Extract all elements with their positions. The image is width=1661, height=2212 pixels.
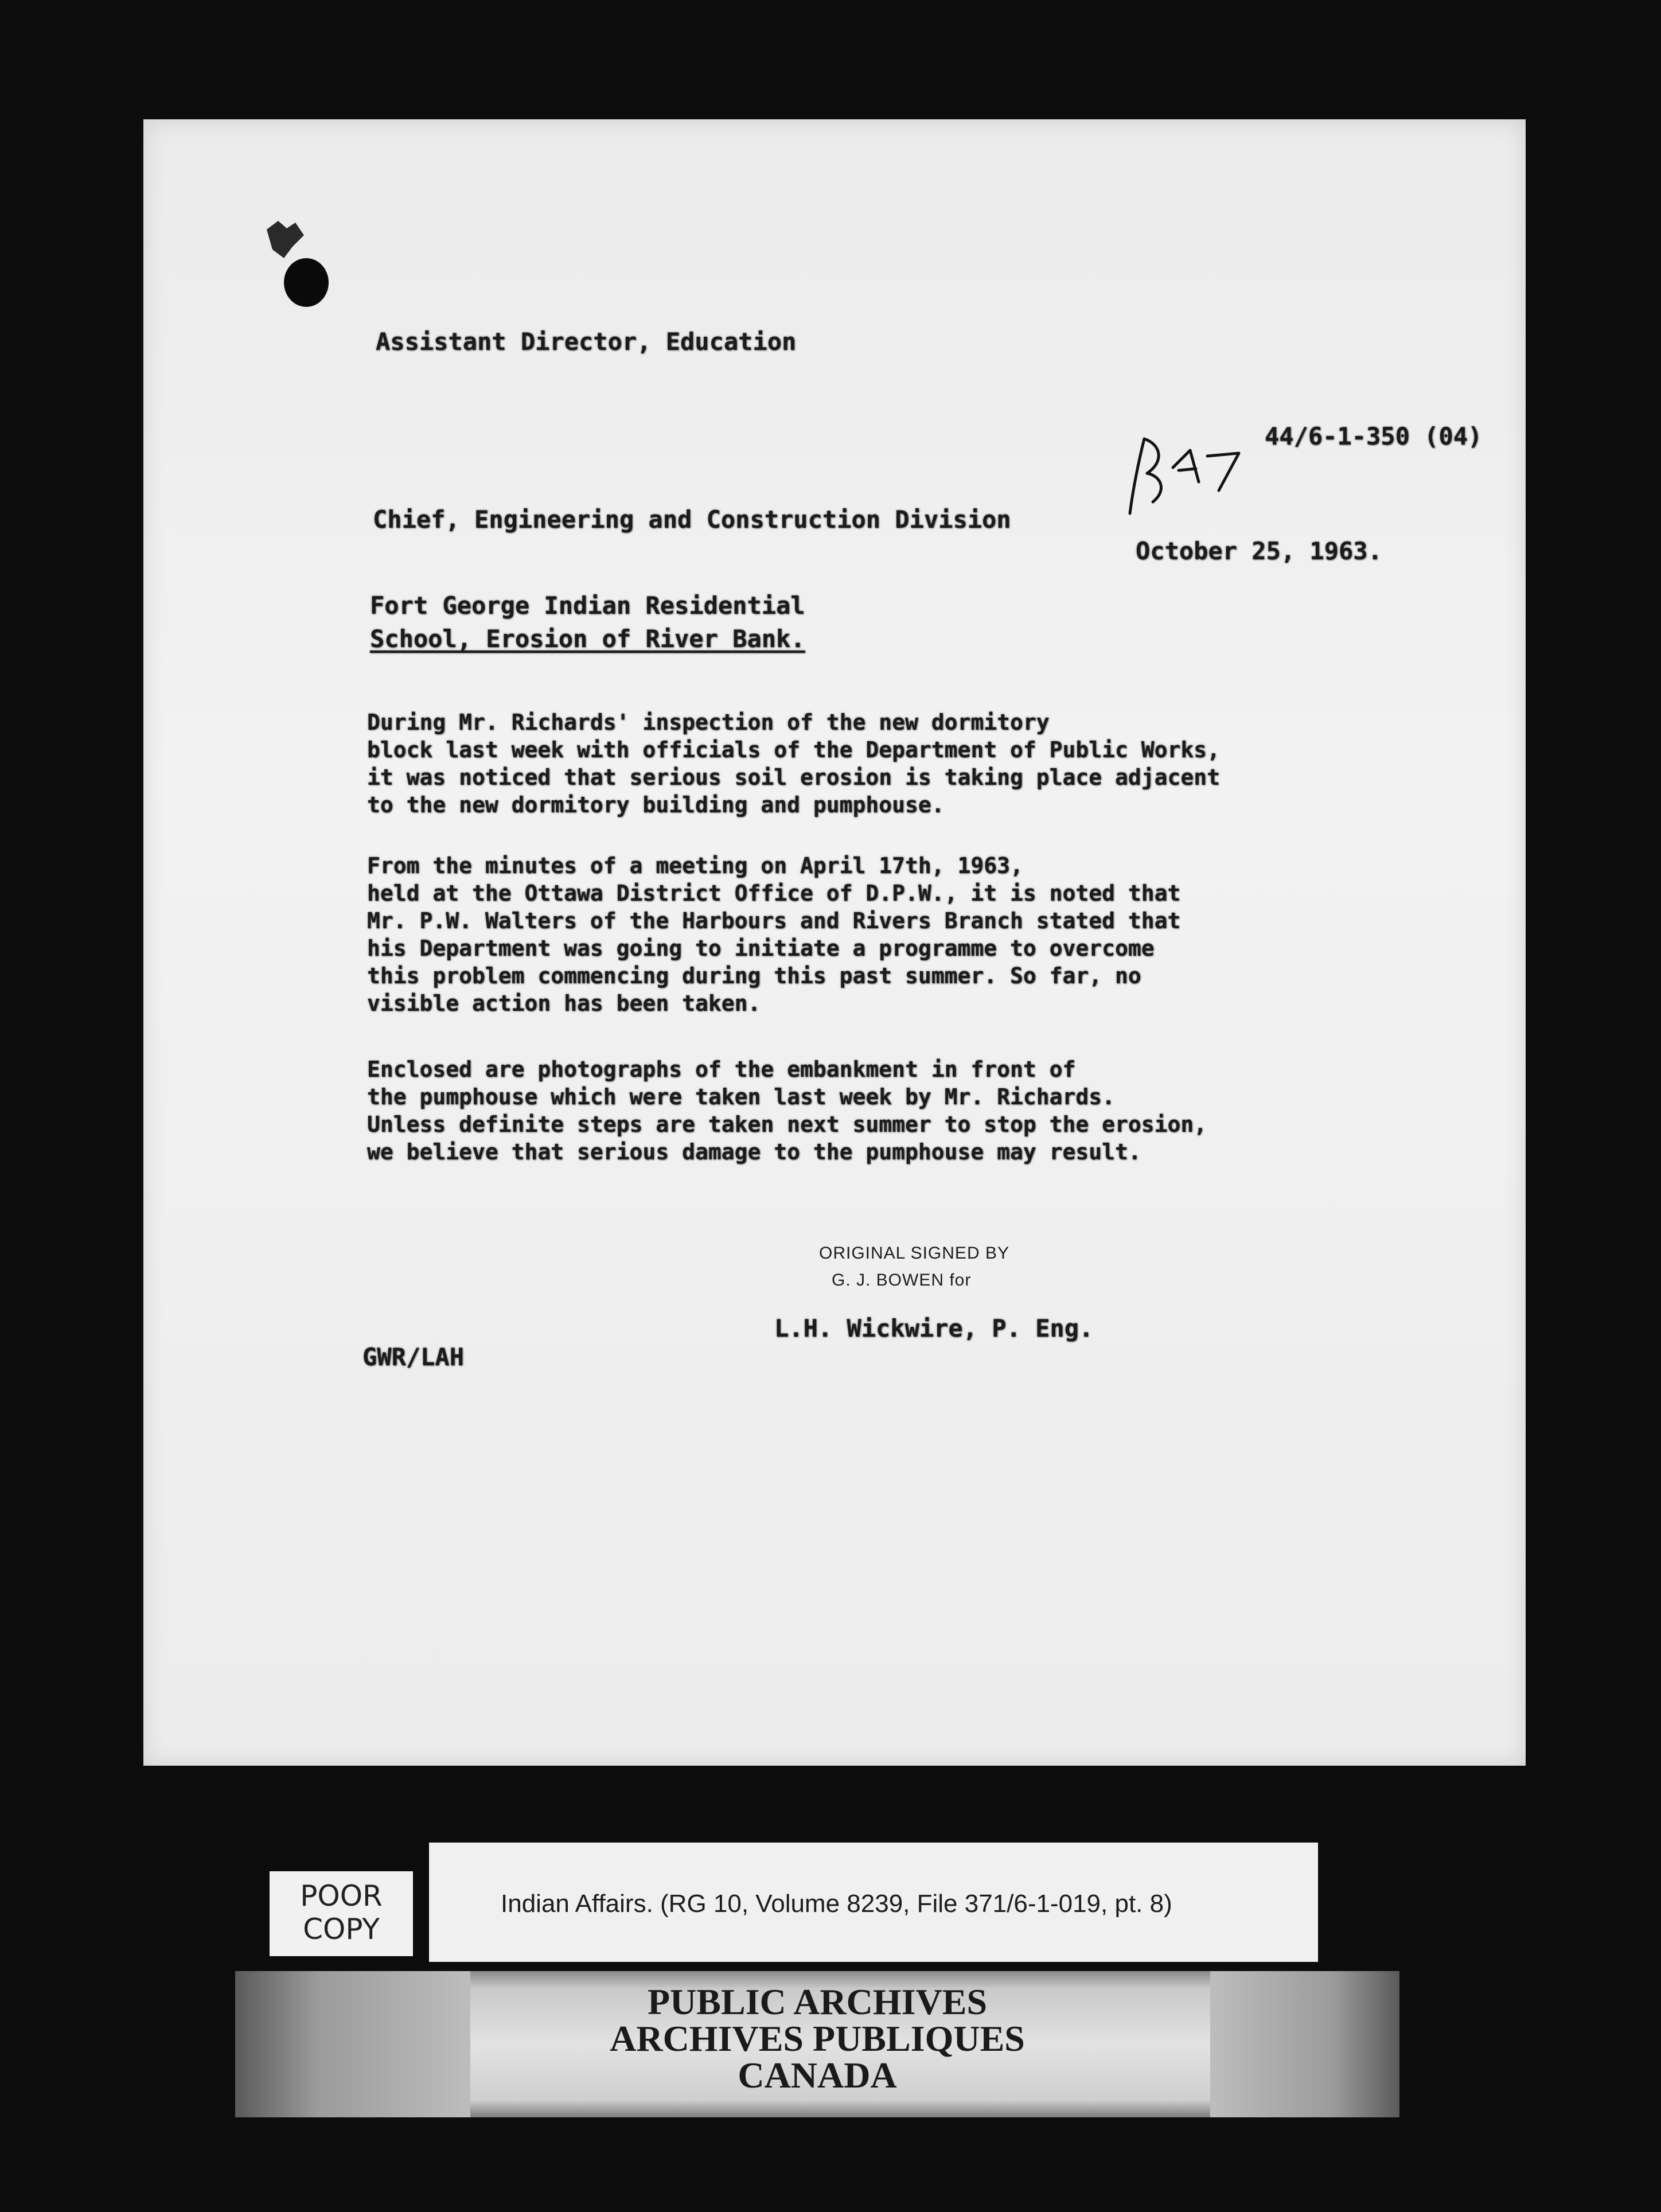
paragraph-1-line: During Mr. Richards' inspection of the new dormitory: [367, 710, 1050, 735]
archive-line-2: ARCHIVES PUBLIQUES: [610, 2018, 1025, 2059]
memo-from: Chief, Engineering and Construction Division: [373, 505, 1011, 533]
memo-to: Assistant Director, Education: [376, 328, 797, 356]
torn-paper-mark: [261, 218, 310, 261]
paragraph-3: [367, 1056, 1207, 1166]
archive-line-3: CANADA: [738, 2055, 897, 2096]
paragraph-1-line: block last week with officials of the Department of Public Works,: [367, 737, 1221, 762]
poor-copy-line: COPY: [303, 1913, 380, 1946]
punch-hole: [284, 258, 329, 307]
signed-stamp-line-1: ORIGINAL SIGNED BY: [819, 1244, 1009, 1263]
paragraph-2-line: his Department was going to initiate a programme to overcome: [367, 936, 1155, 961]
paragraph-3-line: Unless definite steps are taken next summer to stop the erosion,: [367, 1112, 1207, 1137]
paragraph-2-line: From the minutes of a meeting on April 17th, 1963,: [367, 853, 1023, 878]
signatory: L.H. Wickwire, P. Eng.: [774, 1314, 1094, 1342]
paragraph-1-line: it was noticed that serious soil erosion is taking place adjacent: [367, 765, 1221, 790]
paragraph-2-line: this problem commencing during this past summer. So far, no: [367, 963, 1141, 988]
archive-reference-card: [429, 1843, 1318, 1962]
archive-reference: Indian Affairs. (RG 10, Volume 8239, File 371/6-1-019, pt. 8): [501, 1890, 1172, 1918]
paragraph-3-line: we believe that serious damage to the pumphouse may result.: [367, 1139, 1141, 1165]
paragraph-2-line: held at the Ottawa District Office of D.P.W., it is noted that: [367, 881, 1181, 906]
paragraph-1-line: to the new dormitory building and pumphouse.: [367, 792, 945, 817]
poor-copy-label: [270, 1871, 413, 1956]
archive-line-1: PUBLIC ARCHIVES: [647, 1981, 988, 2022]
typist-initials: GWR/LAH: [362, 1343, 465, 1371]
archive-banner: [235, 1971, 1399, 2117]
paragraph-2: [367, 852, 1180, 1017]
paragraph-3-line: Enclosed are photographs of the embankment in front of: [367, 1057, 1076, 1082]
handwritten-initials: [1121, 427, 1247, 525]
signed-stamp-line-2: G. J. BOWEN for: [832, 1271, 972, 1290]
poor-copy-line: POOR: [300, 1879, 383, 1913]
paragraph-2-line: visible action has been taken.: [367, 991, 761, 1016]
memo-date: October 25, 1963.: [1136, 537, 1382, 565]
paragraph-3-line: the pumphouse which were taken last week by Mr. Richards.: [367, 1084, 1116, 1109]
archive-banner-text: [235, 1981, 1399, 2096]
subject-line-2: School, Erosion of River Bank.: [370, 625, 805, 653]
paragraph-1: [367, 708, 1220, 819]
paragraph-2-line: Mr. P.W. Walters of the Harbours and Rivers Branch stated that: [367, 908, 1181, 933]
file-number: 44/6-1-350 (04): [1265, 422, 1483, 450]
subject-line-1: Fort George Indian Residential: [370, 591, 805, 620]
